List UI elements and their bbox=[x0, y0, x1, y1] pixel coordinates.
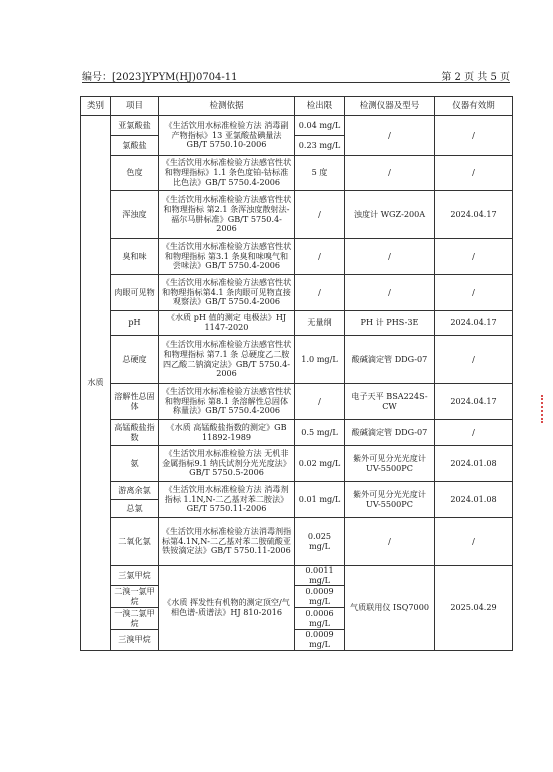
validity-cell: 2024.04.17 bbox=[435, 311, 513, 336]
category-cell: 水质 bbox=[81, 116, 111, 651]
seal-edge-mark bbox=[541, 395, 546, 423]
table-header-row bbox=[81, 97, 513, 116]
limit-cell: 0.0009 mg/L bbox=[295, 586, 345, 608]
basis-cell: 《生活饮用水标准检验方法 无机非金属指标9.1 纳氏试剂分光光度法》GB/T 5750.5-2006 bbox=[159, 446, 295, 482]
basis-cell: 《水质 挥发性有机物的测定顶空/气相色谱-质谱法》HJ 810-2016 bbox=[159, 566, 295, 651]
basis-cell: 《生活饮用水标准检验方法消毒剂指标第4.1N,N-二乙基对苯二胺硫酸亚铁铵滴定法》GB/T 5750.11-2006 bbox=[159, 518, 295, 566]
column-header: 检测依据 bbox=[159, 97, 295, 116]
basis-cell: 《生活饮用水标准检验方法感官性状和物理指标 第8.1 条溶解性总固体称量法》GB/T 5750.4-2006 bbox=[159, 384, 295, 420]
validity-cell: / bbox=[435, 518, 513, 566]
limit-cell: 0.025 mg/L bbox=[295, 518, 345, 566]
instrument-cell: / bbox=[345, 518, 435, 566]
item-cell: 总氯 bbox=[111, 500, 159, 518]
instrument-cell: / bbox=[345, 275, 435, 311]
instrument-cell: / bbox=[345, 116, 435, 156]
instrument-cell: 紫外可见分光光度计 UV-5500PC bbox=[345, 446, 435, 482]
limit-cell: 1.0 mg/L bbox=[295, 336, 345, 384]
item-cell: 溶解性总固体 bbox=[111, 384, 159, 420]
validity-cell: 2024.01.08 bbox=[435, 446, 513, 482]
column-header: 检出限 bbox=[295, 97, 345, 116]
limit-cell: / bbox=[295, 239, 345, 275]
basis-cell: 《生活饮用水标准检验方法感官性状和物理指标第4.1 条肉眼可见物直接观察法》GB/T 5750.4-2006 bbox=[159, 275, 295, 311]
basis-cell: 《生活饮用水标准检验方法感官性状和物理指标 第7.1 条 总硬度乙二胺四乙酸二钠滴定法》GB/T 5750.4-2006 bbox=[159, 336, 295, 384]
table-row bbox=[81, 191, 513, 239]
item-cell: 游离余氯 bbox=[111, 482, 159, 500]
page-number: 第 2 页 共 5 页 bbox=[441, 72, 510, 83]
instrument-cell: / bbox=[345, 156, 435, 191]
basis-cell: 《水质 pH 值的测定 电极法》HJ 1147-2020 bbox=[159, 311, 295, 336]
page-header bbox=[82, 66, 510, 83]
limit-cell: 5 度 bbox=[295, 156, 345, 191]
table-row bbox=[81, 116, 513, 136]
limit-cell: 0.0006 mg/L bbox=[295, 608, 345, 630]
column-header: 类别 bbox=[81, 97, 111, 116]
validity-cell: / bbox=[435, 156, 513, 191]
report-code: 编号：[2023]YPYM(HJ)0704-11 bbox=[82, 72, 238, 83]
test-method-table bbox=[80, 96, 513, 651]
item-cell: 总硬度 bbox=[111, 336, 159, 384]
validity-cell: 2025.04.29 bbox=[435, 566, 513, 651]
basis-cell: 《生活饮用水标准检验方法 消毒剂指标 1.1N,N-二乙基对苯二胺法》GE/T 5750.11-2006 bbox=[159, 482, 295, 518]
basis-cell: 《生活饮用水标准检验方法感官性状和物理指标 第3.1 条臭和味嗅气和尝味法》GB/T 5750.4-2006 bbox=[159, 239, 295, 275]
limit-cell: 0.0011 mg/L bbox=[295, 566, 345, 586]
basis-cell: 《生活饮用水标准检验方法 消毒副产物指标》13 亚氯酸盐碘量法 GB/T 5750.10-2006 bbox=[159, 116, 295, 156]
instrument-cell: 酸碱滴定管 DDG-07 bbox=[345, 336, 435, 384]
item-cell: 臭和味 bbox=[111, 239, 159, 275]
validity-cell: / bbox=[435, 275, 513, 311]
table-row bbox=[81, 336, 513, 384]
item-cell: 浑浊度 bbox=[111, 191, 159, 239]
limit-cell: 0.01 mg/L bbox=[295, 482, 345, 518]
table-row bbox=[81, 420, 513, 446]
item-cell: 亚氯酸盐 bbox=[111, 116, 159, 136]
limit-cell: 0.04 mg/L bbox=[295, 116, 345, 136]
instrument-cell: 气质联用仪 ISQ7000 bbox=[345, 566, 435, 651]
instrument-cell: 紫外可见分光光度计 UV-5500PC bbox=[345, 482, 435, 518]
item-cell: 二溴一氯甲烷 bbox=[111, 586, 159, 608]
item-cell: pH bbox=[111, 311, 159, 336]
item-cell: 色度 bbox=[111, 156, 159, 191]
limit-cell: / bbox=[295, 384, 345, 420]
item-cell: 二氧化氯 bbox=[111, 518, 159, 566]
instrument-cell: PH 计 PHS-3E bbox=[345, 311, 435, 336]
basis-cell: 《生活饮用水标准检验方法感官性状和物理指标》1.1 条色度铂-钴标准比色法》GB/T 5750.4-2006 bbox=[159, 156, 295, 191]
table-row bbox=[81, 482, 513, 500]
validity-cell: / bbox=[435, 116, 513, 156]
basis-cell: 《水质 高锰酸盐指数的测定》GB 11892-1989 bbox=[159, 420, 295, 446]
instrument-cell: 浊度计 WGZ-200A bbox=[345, 191, 435, 239]
instrument-cell: 电子天平 BSA224S-CW bbox=[345, 384, 435, 420]
validity-cell: / bbox=[435, 239, 513, 275]
column-header: 项目 bbox=[111, 97, 159, 116]
validity-cell: 2024.01.08 bbox=[435, 482, 513, 518]
table-row bbox=[81, 566, 513, 586]
item-cell: 肉眼可见物 bbox=[111, 275, 159, 311]
column-header: 检测仪器及型号 bbox=[345, 97, 435, 116]
table-row bbox=[81, 518, 513, 566]
limit-cell: / bbox=[295, 275, 345, 311]
validity-cell: 2024.04.17 bbox=[435, 384, 513, 420]
limit-cell: 0.02 mg/L bbox=[295, 446, 345, 482]
table-row bbox=[81, 311, 513, 336]
validity-cell: / bbox=[435, 420, 513, 446]
item-cell: 高锰酸盐指数 bbox=[111, 420, 159, 446]
instrument-cell: / bbox=[345, 239, 435, 275]
table-row bbox=[81, 239, 513, 275]
limit-cell: 0.5 mg/L bbox=[295, 420, 345, 446]
validity-cell: 2024.04.17 bbox=[435, 191, 513, 239]
table-row bbox=[81, 156, 513, 191]
item-cell: 一溴二氯甲烷 bbox=[111, 608, 159, 630]
limit-cell: / bbox=[295, 191, 345, 239]
table-row bbox=[81, 446, 513, 482]
limit-cell: 无量纲 bbox=[295, 311, 345, 336]
limit-cell: 0.23 mg/L bbox=[295, 136, 345, 156]
table-row bbox=[81, 384, 513, 420]
instrument-cell: 酸碱滴定管 DDG-07 bbox=[345, 420, 435, 446]
item-cell: 氯酸盐 bbox=[111, 136, 159, 156]
validity-cell: / bbox=[435, 336, 513, 384]
table-row bbox=[81, 275, 513, 311]
item-cell: 三氯甲烷 bbox=[111, 566, 159, 586]
item-cell: 氨 bbox=[111, 446, 159, 482]
limit-cell: 0.0009 mg/L bbox=[295, 630, 345, 650]
item-cell: 三溴甲烷 bbox=[111, 630, 159, 650]
basis-cell: 《生活饮用水标准检验方法感官性状和物理指标 第2.1 条浑浊度散射法-福尔马肼标准》GB/T 5750.4-2006 bbox=[159, 191, 295, 239]
column-header: 仪器有效期 bbox=[435, 97, 513, 116]
